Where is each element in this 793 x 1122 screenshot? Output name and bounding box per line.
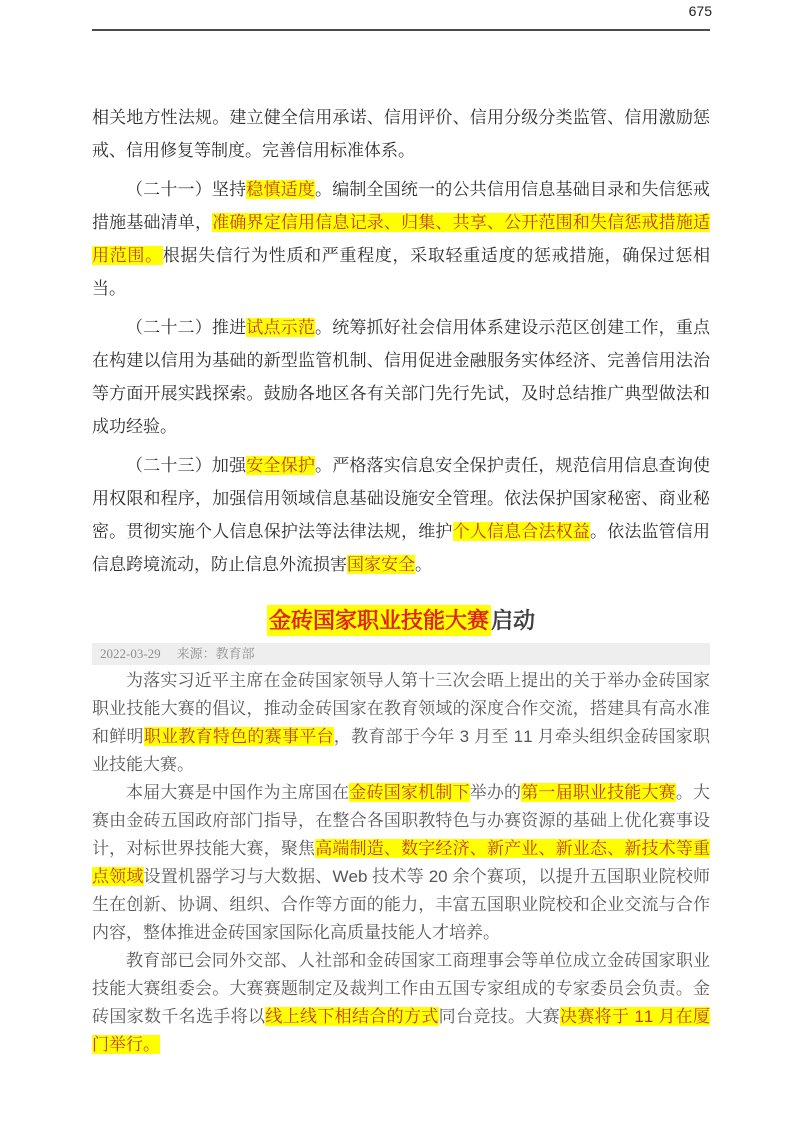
policy-paragraph-21: [92, 173, 710, 305]
article-paragraph: [92, 947, 710, 1059]
plain-text: 教育部已会同外交部、人社部和金砖国家工商理事会等单位成立金砖国家职业技能大赛组委会。大赛赛题制定及裁判工作由五国专家组成的专家委员会负责。金砖国家数千名选手将以: [92, 951, 710, 1026]
header-divider: [92, 29, 710, 31]
highlighted-text: 第一届职业技能大赛: [521, 783, 676, 802]
plain-text: 。依法监管信用信息跨境流动，防止信息外流损害: [92, 522, 711, 574]
article-paragraph: [92, 667, 710, 779]
plain-text: 举办的: [469, 783, 522, 802]
plain-text: 为落实习近平主席在金砖国家领导人第十三次会晤上提出的关于举办金砖国家职业技能大赛的倡议，推动金砖国家在教育领域的深度合作交流，搭建具有高水准和鲜明: [92, 671, 710, 746]
highlighted-text: 金砖国家职业技能大赛: [267, 605, 491, 636]
highlighted-text: 国家安全: [347, 555, 415, 574]
plain-text: （二十三）加强: [126, 456, 247, 475]
plain-text: （二十一）坚持: [126, 180, 247, 199]
article-title: [92, 605, 710, 637]
plain-text: ，教育部于今年 3 月至 11 月牵头组织金砖国家职业技能大赛。: [92, 727, 711, 774]
page-number: 675: [688, 3, 712, 19]
highlighted-text: 职业教育特色的赛事平台: [143, 727, 334, 746]
article-source: 来源：教育部: [176, 646, 255, 661]
article-date: 2022-03-29: [100, 646, 161, 661]
plain-text: 同台竞技。大赛: [438, 1007, 560, 1026]
highlighted-text: 准确界定信用信息记录、归集、共享、公开范围和失信惩戒措施适用范围。: [92, 213, 711, 265]
plain-text: 相关地方性法规。建立健全信用承诺、信用评价、信用分级分类监管、信用激励惩戒、信用修复等制度。完善信用标准体系。: [92, 108, 710, 160]
policy-paragraph-23: [92, 449, 710, 581]
highlighted-text: 线上线下相结合的方式: [265, 1007, 439, 1026]
highlighted-text: 个人信息合法权益: [452, 522, 590, 541]
highlighted-text: 决赛将于 11 月在厦门举行。: [92, 1007, 711, 1054]
plain-text: （二十二）推进: [126, 318, 247, 337]
page-content: [92, 0, 710, 1059]
article-meta-bar: [92, 643, 710, 665]
plain-text: 启动: [491, 608, 536, 633]
policy-paragraph-22: [92, 311, 710, 443]
article-body: [92, 667, 710, 1059]
plain-text: 。严格落实信息安全保护责任，规范信用信息查询使用权限和程序，加强信用领域信息基础设施安全管理。依法保护国家秘密、商业秘密。贯彻实施个人信息保护法等法律法规，维护: [92, 456, 711, 541]
plain-text: 设置机器学习与大数据、Web 技术等 20 余个赛项，以提升五国职业院校师生在创新、协调、组织、合作等方面的能力，丰富五国职业院校和企业交流与合作内容，整体推进金砖国家国际化高质量技能人才培养。: [92, 867, 710, 942]
article-paragraph: [92, 779, 710, 947]
highlighted-text: 稳慎适度: [246, 180, 316, 199]
plain-text: 根据失信行为性质和严重程度，采取轻重适度的惩戒措施，确保过惩相当。: [92, 246, 711, 298]
plain-text: 。: [415, 555, 432, 574]
policy-document-section: [92, 101, 710, 581]
plain-text: 。编制全国统一的公共信用信息基础目录和失信惩戒措施基础清单，: [92, 180, 711, 232]
plain-text: 。大赛由金砖五国政府部门指导，在整合各国职教特色与办赛资源的基础上优化赛事设计，对标世界技能大赛，聚焦: [92, 783, 711, 858]
highlighted-text: 高端制造、数字经济、新产业、新业态、新技术等重点领域: [92, 839, 711, 886]
policy-paragraph-continuation: [92, 101, 710, 167]
plain-text: 本届大赛是中国作为主席国在: [126, 783, 350, 802]
highlighted-text: 安全保护: [246, 456, 316, 475]
highlighted-text: 金砖国家机制下: [349, 783, 470, 802]
plain-text: 。统筹抓好社会信用体系建设示范区创建工作，重点在构建以信用为基础的新型监管机制、信用促进金融服务实体经济、完善信用法治等方面开展实践探索。鼓励各地区各有关部门先行先试，及时总结推广典型做法和成功经验。: [92, 318, 711, 436]
highlighted-text: 试点示范: [246, 318, 316, 337]
